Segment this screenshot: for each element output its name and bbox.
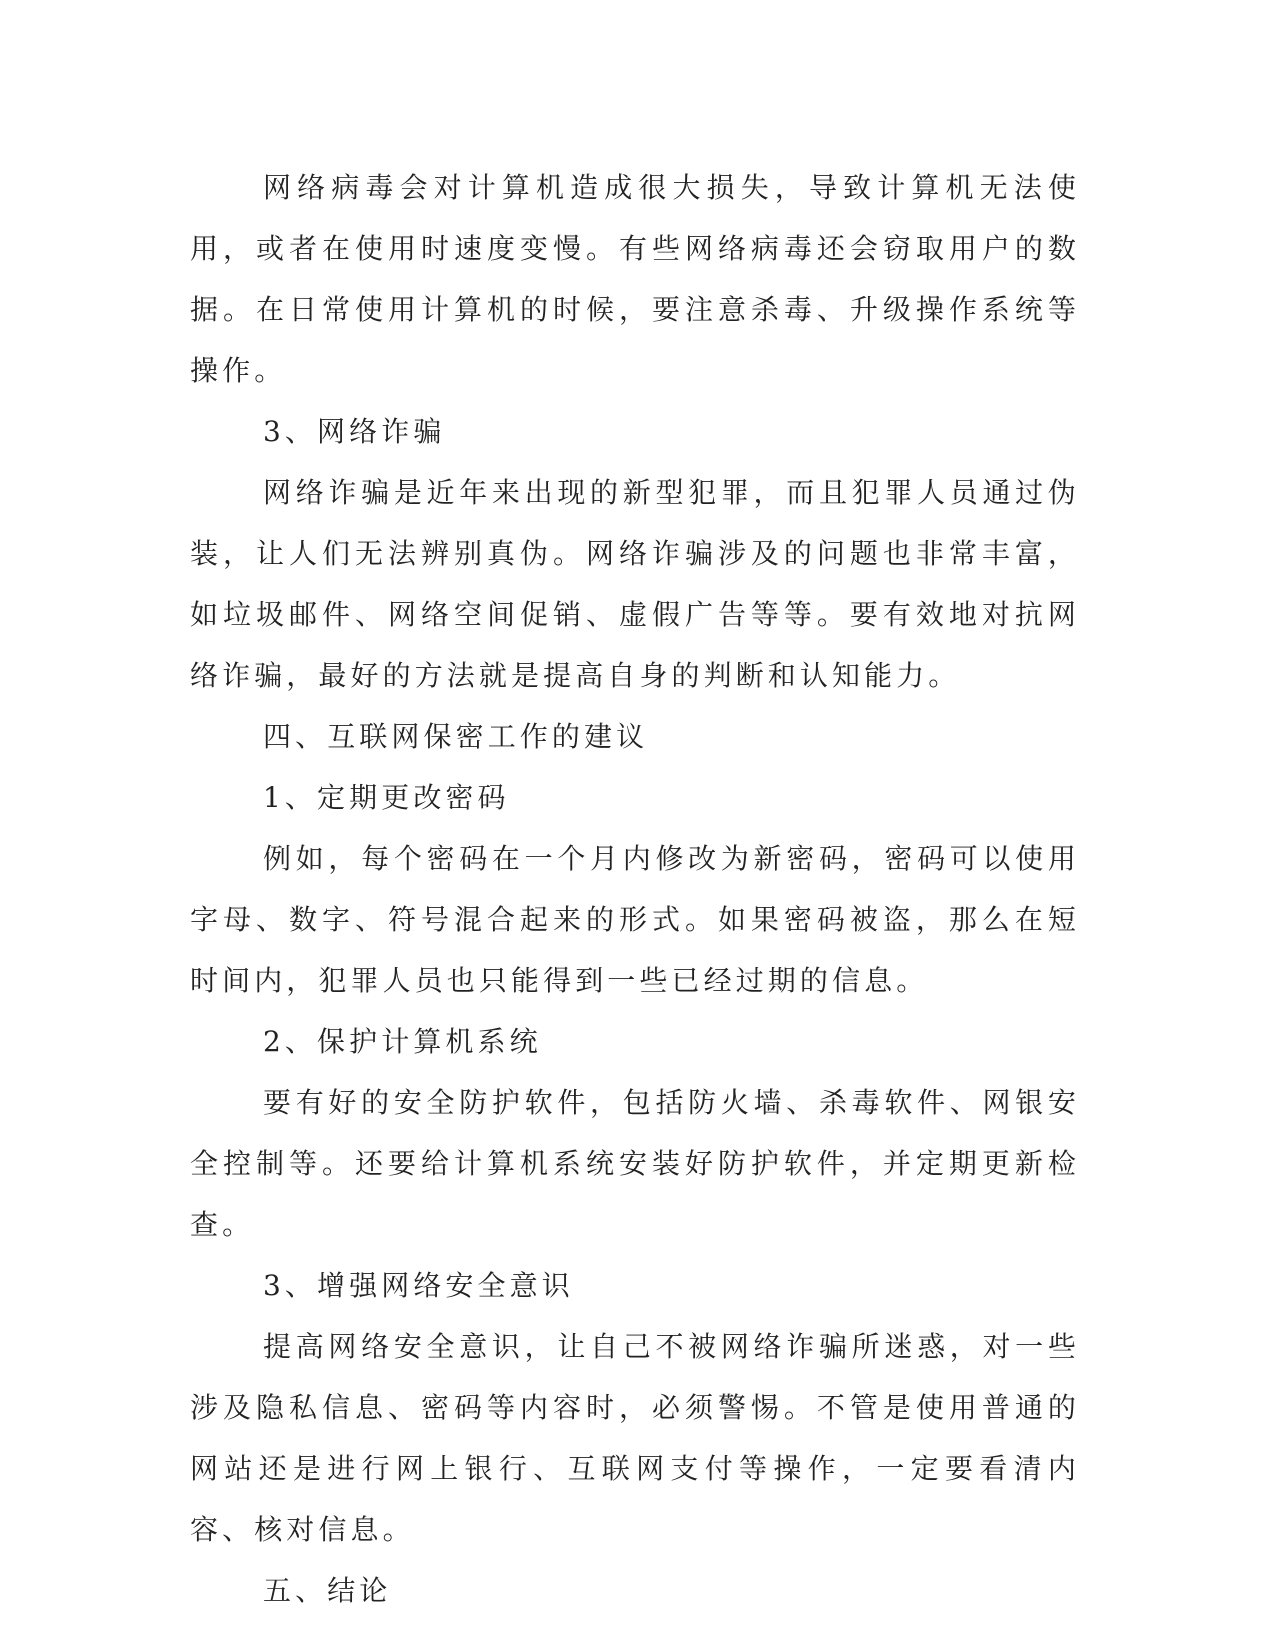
heading-change-password: 1、定期更改密码: [263, 781, 510, 814]
heading-section-four-suggestions: 四、互联网保密工作的建议: [263, 720, 649, 753]
paragraph-network-fraud: 网络诈骗是近年来出现的新型犯罪，而且犯罪人员通过伪装，让人们无法辨别真伪。网络诈骗涉及的问题也非常丰富，如垃圾邮件、网络空间促销、虚假广告等等。要有效地对抗网络诈骗，最好的方法就是提高自身的判断和认知能力。: [190, 476, 1080, 692]
paragraph-change-password: 例如，每个密码在一个月内修改为新密码，密码可以使用字母、数字、符号混合起来的形式。如果密码被盗，那么在短时间内，犯罪人员也只能得到一些已经过期的信息。: [190, 842, 1080, 997]
paragraph-network-virus: 网络病毒会对计算机造成很大损失，导致计算机无法使用，或者在使用时速度变慢。有些网络病毒还会窃取用户的数据。在日常使用计算机的时候，要注意杀毒、升级操作系统等操作。: [190, 171, 1080, 387]
heading-section-five-conclusion: 五、结论: [263, 1574, 392, 1607]
paragraph-security-awareness: 提高网络安全意识，让自己不被网络诈骗所迷惑，对一些涉及隐私信息、密码等内容时，必须警惕。不管是使用普通的网站还是进行网上银行、互联网支付等操作，一定要看清内容、核对信息。: [190, 1330, 1080, 1546]
document-body: [190, 157, 1080, 1621]
heading-network-fraud: 3、网络诈骗: [263, 415, 446, 448]
heading-security-awareness: 3、增强网络安全意识: [263, 1269, 574, 1302]
heading-protect-computer: 2、保护计算机系统: [263, 1025, 542, 1058]
paragraph-protect-computer: 要有好的安全防护软件，包括防火墙、杀毒软件、网银安全控制等。还要给计算机系统安装好防护软件，并定期更新检查。: [190, 1086, 1080, 1241]
